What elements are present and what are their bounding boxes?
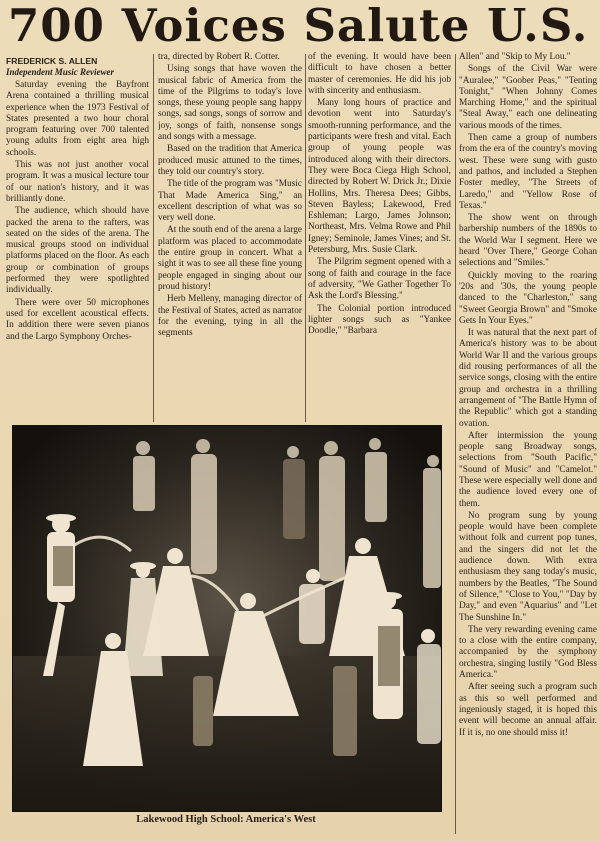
paragraph: The show went on through barbership numbers of the 1890s to the World War I segment. Here we heard "Over There," George Cohan selections and "Smiles." (459, 213, 597, 269)
paragraph: No program sung by young people would have been complete without folk and current pop tunes, and the singers did not let the audience down. With extra enthusiasm they sang today's music, numbers by the Beatles, "The Sound of Silence," "Close to You," "Day by Day," and even "Aquarius" and "Let The Sunshine In." (459, 510, 597, 623)
headline: 700 Voices Salute U.S. (8, 0, 589, 52)
paragraph: The audience, which should have packed the arena to the rafters, was seated on the sides of the arena. The musical groups stood on individual platforms placed on the floor. As each group or combination of groups performed they were spotlighted individually. (6, 206, 149, 296)
column-rule (153, 54, 154, 422)
article-column-1 (6, 52, 149, 422)
paragraph: of the evening. It would have been difficult to have chosen a better master of ceremonies. He did his job with sincerity and enthusiasm. (308, 52, 451, 96)
column-rule (455, 54, 456, 834)
paragraph: This was not just another vocal program. It was a musical lecture tour of our nation's history, and it was brilliantly done. (6, 160, 149, 204)
column-rule (305, 54, 306, 422)
paragraph: There were over 50 microphones used for excellent acoustical effects. In addition there were seven pianos and the Largo Symphony Orches- (6, 297, 149, 342)
photo-caption: Lakewood High School: America's West (136, 814, 316, 825)
paragraph: After intermission the young people sang Broadway songs, selections from "South Pacific," "Sound of Music" and "Camelot." These were especially well done and the audience loved every one of them. (459, 430, 597, 509)
paragraph: It was natural that the next part of America's history was to be about World War II and the various groups did rousing performances of all the service songs, closing with the entire group and orchestra in a thrilling arrangement of "The Battle Hymn of the Republic" which got a standing ovation. (459, 328, 597, 429)
paragraph: At the south end of the arena a large platform was placed to accommodate the entire group in concert. What a sight it was to see all these fine young people engaged in singing about our proud history! (158, 225, 302, 292)
paragraph: Herb Melleny, managing director of the Festival of States, acted as narrator for the evening, tying in all the segments (158, 294, 302, 339)
paragraph: The Colonial portion introduced lighter songs such as "Yankee Doodle," "Barbara (308, 303, 451, 337)
paragraph: Then came a group of numbers from the era of the country's moving west. These were sung with gusto and pathos, and included a Stephen Foster medley, "The Streets of Laredo," and "Yellow Rose of Texas." (459, 133, 597, 211)
paragraph: Quickly moving to the roaring '20s and '30s, the young people danced to the "Charleston," sang "Sweet Georgia Brown" and "Smoke Gets In Your Eyes." (459, 270, 597, 326)
byline-title: Independent Music Reviewer (6, 66, 114, 77)
paragraph: Using songs that have woven the musical fabric of America from the time of the Pilgrims to today's love songs, these young people sang happy songs, sad songs, songs of sorrow and joy, songs of faith, nonsense songs and songs with a message. (158, 64, 302, 143)
paragraph: The Pilgrim segment opened with a song of faith and courage in the face of adversity, "We Gather Together To Ask the Lord's Blessing." (308, 257, 451, 302)
paragraph: After seeing such a program such as this so well performed and ingeniously staged, it is hoped this event will become an annual affair. If it is, no one should miss it! (459, 682, 597, 738)
article-column-2 (158, 52, 302, 422)
article-column-4 (459, 52, 597, 842)
paragraph: Songs of the Civil War were "Auralee," "Goober Peas," "Tenting Tonight," "When Johnny Comes Marching Home," and the spiritual "Steal Away," each one delineating various moods of the times. (459, 64, 597, 131)
byline-author: FREDERICK S. ALLEN (6, 56, 98, 66)
article-column-3 (308, 52, 451, 422)
performance-photo (12, 425, 442, 812)
paragraph: Based on the tradition that America produced music attuned to the times, they told our country's story. (158, 144, 302, 177)
paragraph: Saturday evening the Bayfront Arena contained a thrilling musical experience when the 1973 Festival of States presented a two hour choral program featuring over 700 talented young adults from eight area high schools. (6, 80, 149, 158)
paragraph: The very rewarding evening came to a close with the entire company, accompanied by the symphony orchestra, singing lustily "God Bless America." (459, 624, 597, 681)
photo-illustration (13, 426, 441, 811)
paragraph: Many long hours of practice and devotion went into Saturday's smooth-running performance, and the participants were fresh and vital. Each group of young people was introduced along with their directors. They were Boca Ciega High School, directed by Robert W. Drick Jr.; Dixie Hollins, Mrs. Theresa Dees; Gibbs, Steven Bayless; Lakewood, Fred Eshleman; Largo, James Johnson; Northeast, Mrs. Velma Rowe and Phil Igney; Seminole, James Vines; and St. Petersburg, Mrs. Susie Clark. (308, 98, 451, 256)
paragraph: The title of the program was "Music That Made America Sing," an excellent description of what was so very well done. (158, 179, 302, 224)
paragraph: Allen" and "Skip to My Lou." (459, 52, 571, 62)
paragraph: tra, directed by Robert R. Cotter. (158, 52, 280, 62)
